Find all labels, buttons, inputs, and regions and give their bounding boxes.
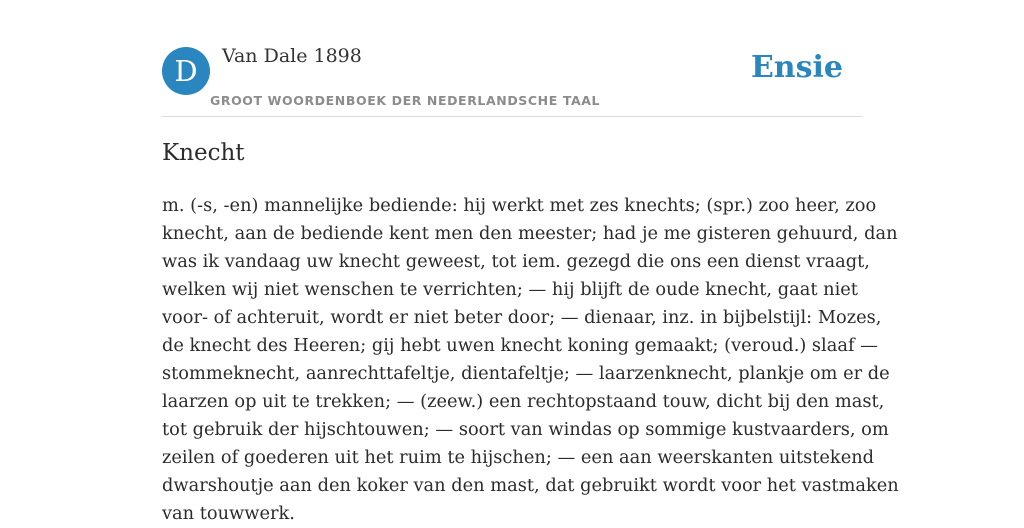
definition-line: de knecht des Heeren; gij hebt uwen knecht koning gemaakt; (veroud.) slaaf — xyxy=(162,335,878,356)
ensie-brand-logo[interactable]: Ensie xyxy=(750,50,843,85)
definition-line: zeilen of goederen uit het ruim te hijschen; — een aan weerskanten uitstekend xyxy=(162,447,875,468)
definition-line: welken wij niet wenschen te verrichten; — hij blijft de oude knecht, gaat niet xyxy=(162,279,858,300)
definition-line: was ik vandaag uw knecht geweest, tot iem. gezegd die ons een dienst vraagt, xyxy=(162,251,870,272)
dictionary-page xyxy=(162,0,899,524)
definition-line: stommeknecht, aanrechttafeltje, dientafeltje; — laarzenknecht, plankje om er de xyxy=(162,363,890,384)
definition-line: knecht, aan de bediende kent men den meester; had je me gisteren gehuurd, dan xyxy=(162,223,898,244)
definition-line: voor- of achteruit, wordt er niet beter door; — dienaar, inz. in bijbelstijl: Mozes, xyxy=(162,307,882,328)
dictionary-subtitle: GROOT WOORDENBOEK DER NEDERLANDSCHE TAAL xyxy=(210,93,601,108)
entry-definition xyxy=(162,192,899,528)
site-header xyxy=(162,0,862,117)
dictionary-logo[interactable]: D xyxy=(162,47,210,95)
definition-line: laarzen op uit te trekken; — (zeew.) een rechtopstaand touw, dicht bij den mast, xyxy=(162,391,885,412)
definition-line: m. (-s, -en) mannelijke bediende: hij werkt met zes knechts; (spr.) zoo heer, zoo xyxy=(162,195,877,216)
definition-line: tot gebruik der hijschtouwen; — soort van windas op sommige kustvaarders, om xyxy=(162,419,889,440)
definition-line: van touwwerk. xyxy=(162,503,295,524)
entry-headword: Knecht xyxy=(162,140,245,166)
definition-line: dwarshoutje aan den koker van den mast, dat gebruikt wordt voor het vastmaken xyxy=(162,475,899,496)
dictionary-title[interactable]: Van Dale 1898 xyxy=(222,45,362,67)
